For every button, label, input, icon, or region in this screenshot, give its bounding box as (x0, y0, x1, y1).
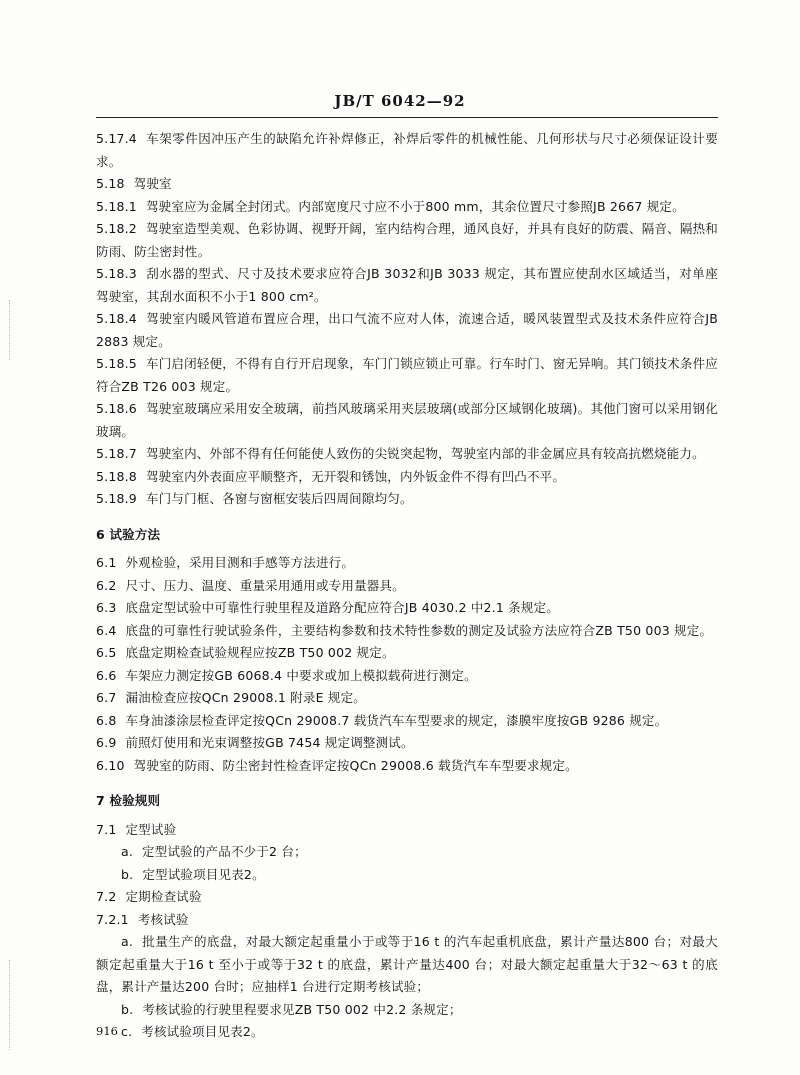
clause-number: 6.10 (96, 757, 125, 773)
clause-6-1 (96, 552, 718, 575)
item-text: 定型试验项目见表2。 (142, 866, 265, 882)
standard-number-header: JB/T 6042—92 (334, 92, 466, 110)
page-number: 916 (96, 1024, 118, 1038)
clause-text: 考核试验 (137, 911, 189, 927)
clause-text: 车门与门框、各窗与窗框安装后四周间隙均匀。 (145, 491, 413, 506)
clause-number: 6.6 (96, 667, 117, 683)
clause-5-18-5 (96, 353, 718, 398)
clause-text: 底盘定期检查试验规程应按ZB T50 002 规定。 (125, 645, 395, 660)
clause-text: 驾驶室应为金属全封闭式。内部宽度尺寸应不小于800 mm，其余位置尺寸参照JB 2667 规定。 (145, 198, 685, 214)
item-text: 定型试验的产品不少于2 台； (142, 844, 307, 859)
clause-5-17-4 (96, 128, 718, 173)
clause-number: 5.18.4 (96, 311, 137, 326)
clause-number: 7.1 (96, 821, 117, 837)
clause-text: 刮水器的型式、尺寸及技术要求应符合JB 3032和JB 3033 规定，其布置应使刮水区域适当，对单座驾驶室，其刮水面积不小于1 800 cm²。 (96, 266, 718, 304)
clause-text: 车身油漆涂层检查评定按QCn 29008.7 载货汽车车型要求的规定，漆膜牢度按GB 9286 规定。 (125, 712, 668, 728)
clause-6-6 (96, 665, 718, 688)
clause-7-2 (96, 886, 718, 909)
clause-6-2 (96, 575, 718, 598)
clause-6-9 (96, 732, 718, 755)
clause-7-2-1 (96, 909, 718, 932)
clause-number: 6.2 (96, 577, 117, 593)
clause-number: 6.1 (96, 555, 117, 570)
section-6-heading: 6 试验方法 (96, 526, 161, 542)
clause-5-18-2 (96, 218, 718, 263)
clause-text: 车架应力测定按GB 6068.4 中要求或加上模拟载荷进行测定。 (125, 667, 477, 683)
clause-text: 驾驶室内暖风管道布置应合理，出口气流不应对人体，流速合适，暖风装置型式及技术条件应符合JB 2883 规定。 (96, 311, 718, 349)
clause-text: 底盘的可靠性行驶试验条件，主要结构参数和技术特性参数的测定及试验方法应符合ZB T50 003 规定。 (125, 622, 713, 638)
clause-7-1 (96, 819, 718, 842)
clause-text: 底盘定型试验中可靠性行驶里程及道路分配应符合JB 4030.2 中2.1 条规定。 (125, 600, 559, 615)
clause-5-18 (96, 173, 718, 196)
clause-text: 驾驶室造型美观、色彩协调、视野开阔，室内结构合理，通风良好，并具有良好的防震、隔音、隔热和防雨、防尘密封性。 (96, 221, 718, 259)
clause-text: 前照灯使用和光束调整按GB 7454 规定调整测试。 (125, 735, 414, 750)
clause-number: 6.9 (96, 735, 117, 750)
item-label: b. (121, 1001, 134, 1017)
clause-text: 定型试验 (125, 821, 177, 837)
clause-7-1-b (96, 864, 718, 887)
clause-5-18-1 (96, 196, 718, 219)
clause-6-8 (96, 710, 718, 733)
clause-6-5 (96, 642, 718, 665)
clause-number: 5.18.8 (96, 468, 137, 484)
clause-5-18-8 (96, 466, 718, 489)
item-text: 批量生产的底盘，对最大额定起重量小于或等于16 t 的汽车起重机底盘，累计产量达800 台；对最大额定起重量大于16 t 至小于或等于32 t 的底盘，累计产量达400 台；对最大额定起重量大于32～63 t 的底盘，累计产量达200 台时；应抽样1 台进行定期考核试验； (96, 934, 718, 994)
clause-number: 5.18.5 (96, 356, 137, 371)
clause-number: 5.18 (96, 176, 125, 191)
header-rule (96, 117, 718, 118)
clause-number: 5.18.7 (96, 446, 137, 461)
clause-number: 5.18.1 (96, 198, 137, 214)
clause-5-18-3 (96, 263, 718, 308)
document-body (96, 128, 718, 1044)
clause-text: 定期检查试验 (125, 889, 202, 904)
item-label: b. (121, 866, 134, 882)
clause-5-18-6 (96, 398, 718, 443)
clause-number: 6.4 (96, 622, 117, 638)
clause-5-18-4 (96, 308, 718, 353)
clause-6-4 (96, 620, 718, 643)
clause-7-2-1-a (96, 931, 718, 999)
clause-text: 车门启闭轻便，不得有自行开启现象，车门门锁应锁止可靠。行车时门、窗无异响。其门锁技术条件应符合ZB T26 003 规定。 (96, 356, 718, 394)
clause-6-10 (96, 755, 718, 778)
clause-6-7 (96, 687, 718, 710)
scan-edge-mark (9, 960, 10, 1050)
item-label: c. (121, 1024, 133, 1039)
clause-number: 5.18.2 (96, 221, 137, 236)
clause-number: 6.8 (96, 712, 117, 728)
clause-text: 漏油检查应按QCn 29008.1 附录E 规定。 (125, 690, 366, 705)
clause-6-3 (96, 597, 718, 620)
clause-number: 5.18.6 (96, 401, 137, 416)
item-label: a. (121, 844, 134, 859)
clause-text: 尺寸、压力、温度、重量采用通用或专用量器具。 (125, 577, 405, 593)
clause-5-18-9 (96, 488, 718, 511)
clause-7-2-1-b (96, 999, 718, 1022)
clause-number: 6.3 (96, 600, 117, 615)
clause-text: 车架零件因冲压产生的缺陷允许补焊修正，补焊后零件的机械性能、几何形状与尺寸必须保证设计要求。 (96, 131, 718, 169)
clause-number: 5.17.4 (96, 131, 137, 146)
clause-7-1-a (96, 841, 718, 864)
clause-text: 驾驶室玻璃应采用安全玻璃，前挡风玻璃采用夹层玻璃(或部分区域钢化玻璃)。其他门窗可以采用钢化玻璃。 (96, 401, 718, 439)
clause-text: 驾驶室内外表面应平顺整齐，无开裂和锈蚀，内外钣金件不得有凹凸不平。 (145, 468, 566, 484)
clause-number: 7.2 (96, 889, 117, 904)
clause-number: 6.5 (96, 645, 117, 660)
clause-5-18-7 (96, 443, 718, 466)
scan-edge-mark (9, 300, 10, 360)
item-label: a. (121, 934, 134, 949)
section-7-heading: 7 检验规则 (96, 793, 161, 808)
clause-number: 5.18.9 (96, 491, 137, 506)
clause-number: 7.2.1 (96, 911, 129, 927)
clause-number: 5.18.3 (96, 266, 137, 281)
clause-text: 驾驶室的防雨、防尘密封性检查评定按QCn 29008.6 载货汽车车型要求规定。 (133, 757, 578, 773)
item-text: 考核试验项目见表2。 (141, 1024, 264, 1039)
clause-text: 驾驶室 (133, 176, 172, 191)
clause-number: 6.7 (96, 690, 117, 705)
clause-text: 外观检验，采用目测和手感等方法进行。 (125, 555, 355, 570)
item-text: 考核试验的行驶里程要求见ZB T50 002 中2.2 条规定； (142, 1001, 462, 1017)
clause-text: 驾驶室内、外部不得有任何能使人致伤的尖锐突起物，驾驶室内部的非金属应具有较高抗燃烧能力。 (145, 446, 705, 461)
clause-7-2-1-c (96, 1021, 718, 1044)
